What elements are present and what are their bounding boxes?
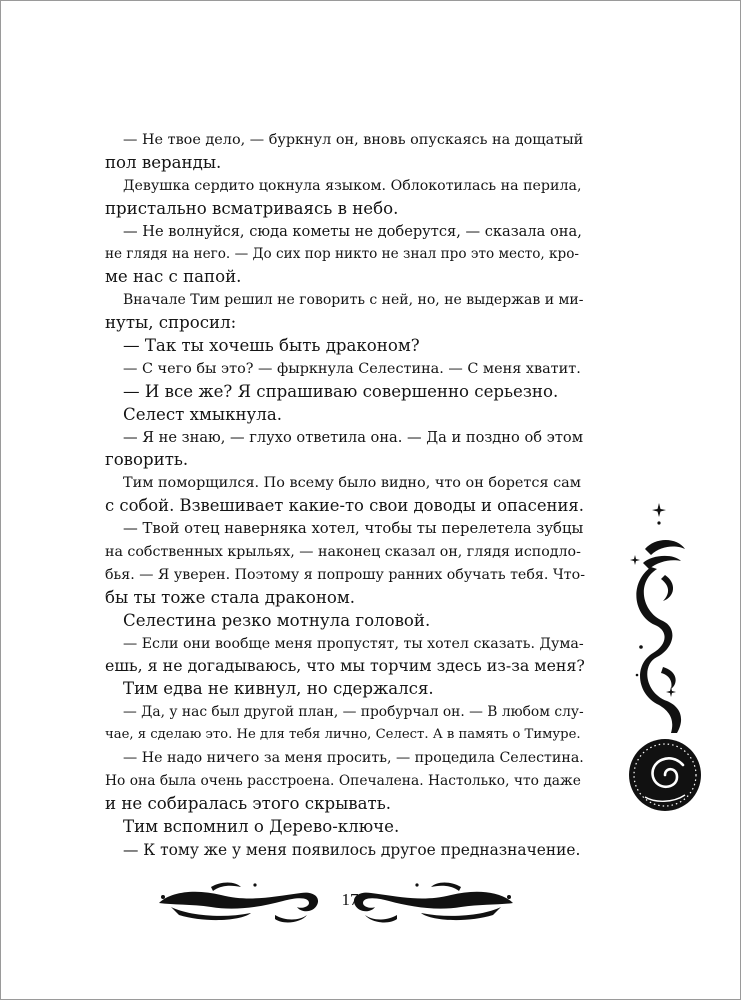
- text-line: Тим едва не кивнул, но сдержался.: [123, 679, 434, 699]
- text-line: — Не волнуйся, сюда кометы не доберутся, — сказала она,: [123, 222, 582, 240]
- text-line: нуты, спросил:: [105, 313, 237, 333]
- text-line: — Да, у нас был другой план, — пробурчал он. — В любом слу-: [123, 704, 584, 721]
- text-line: на собственных крыльях, — наконец сказал он, глядя исподло-: [105, 544, 581, 561]
- text-line: — Не твое дело, — буркнул он, вновь опускаясь на дощатый: [123, 132, 584, 148]
- text-line: Тим поморщился. По всему было видно, что он борется сам: [123, 475, 581, 492]
- text-line: — Не надо ничего за меня просить, — процедила Селестина.: [123, 750, 584, 767]
- text-line: Но она была очень расстроена. Опечалена. Настолько, что даже: [105, 772, 581, 789]
- text-line: — Твой отец наверняка хотел, чтобы ты перелетела зубцы: [123, 520, 584, 538]
- text-line: Вначале Тим решил не говорить с ней, но, не выдержав и ми-: [123, 292, 584, 309]
- text-line: бы ты тоже стала драконом.: [105, 587, 356, 607]
- text-line: Селестина резко мотнула головой.: [123, 610, 431, 630]
- text-line: — И все же? Я спрашиваю совершенно серьезно.: [123, 381, 559, 401]
- text-line: бья. — Я уверен. Поэтому я попрошу ранних обучать тебя. Что-: [105, 566, 585, 583]
- text-line: не глядя на него. — До сих пор никто не знал про это место, кро-: [105, 246, 580, 263]
- page-number: 17: [341, 890, 359, 909]
- text-line: ме нас с папой.: [105, 267, 242, 287]
- text-line: — С чего бы это? — фыркнула Селестина. — С меня хватит.: [123, 360, 581, 377]
- text-line: — Я не знаю, — глухо ответила она. — Да и поздно об этом: [123, 428, 584, 446]
- text-line: — Если они вообще меня пропустят, ты хотел сказать. Дума-: [123, 635, 584, 652]
- text-line: Тим вспомнил о Дерево-ключе.: [123, 816, 400, 836]
- text-line: и не собиралась этого скрывать.: [105, 793, 392, 813]
- text-line: с собой. Взвешивает какие-то свои доводы и опасения.: [105, 496, 584, 516]
- text-line: пристально всматриваясь в небо.: [105, 198, 399, 218]
- text-line: чае, я сделаю это. Не для тебя лично, Селест. А в память о Тимуре.: [105, 727, 581, 743]
- text-line: ешь, я не догадываюсь, что мы торчим здесь из-за меня?: [105, 656, 585, 676]
- body-text: [105, 129, 585, 862]
- text-line: говорить.: [105, 450, 189, 470]
- text-line: Девушка сердито цокнула языком. Облокотилась на перила,: [123, 177, 582, 194]
- swirl-ornament-icon: [615, 497, 711, 827]
- text-line: пол веранды.: [105, 152, 222, 172]
- text-line: — Так ты хочешь быть драконом?: [123, 336, 420, 356]
- text-line: — К тому же у меня появилось другое предназначение.: [123, 840, 581, 859]
- text-line: Селест хмыкнула.: [123, 404, 283, 424]
